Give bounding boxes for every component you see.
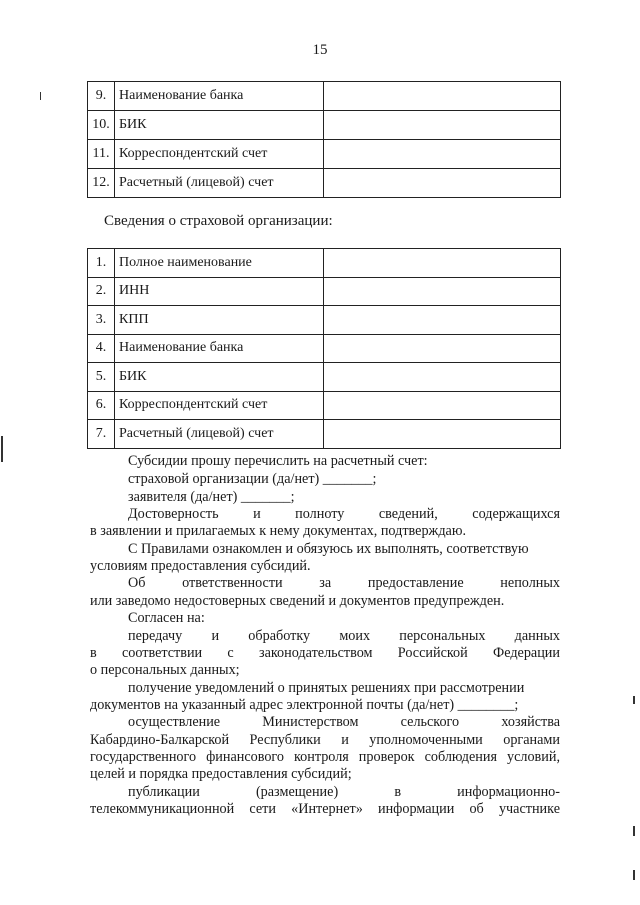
row-value-cell xyxy=(324,82,561,111)
table-row xyxy=(88,420,561,449)
text-line: осуществление Министерством сельского хозяйства xyxy=(128,714,560,730)
row-number: 4. xyxy=(88,334,115,363)
text-line: Согласен на: xyxy=(128,610,205,626)
text-line: телекоммуникационной сети «Интернет» информации об участнике xyxy=(90,801,560,817)
text-line: документов на указанный адрес электронной почты (да/нет) ________; xyxy=(90,697,519,713)
row-value-cell xyxy=(324,420,561,449)
text-line: или заведомо недостоверных сведений и документов предупрежден. xyxy=(90,593,505,609)
table-row xyxy=(88,306,561,335)
row-label: Расчетный (лицевой) счет xyxy=(115,169,324,198)
row-value-cell xyxy=(324,169,561,198)
text-line: публикации (размещение) в информационно- xyxy=(128,784,560,800)
table-row xyxy=(88,111,561,140)
text-line: заявителя (да/нет) _______; xyxy=(128,489,295,505)
page-number: 15 xyxy=(312,42,328,58)
row-label: Расчетный (лицевой) счет xyxy=(115,420,324,449)
row-label: ИНН xyxy=(115,277,324,306)
text-line: в соответствии с законодательством Российской Федерации xyxy=(90,645,560,661)
text-line: целей и порядка предоставления субсидий; xyxy=(90,766,352,782)
table-row xyxy=(88,277,561,306)
row-label: БИК xyxy=(115,363,324,392)
text-line: Субсидии прошу перечислить на расчетный счет: xyxy=(128,453,428,469)
text-line: передачу и обработку моих персональных данных xyxy=(128,628,560,644)
text-line: Кабардино-Балкарской Республики и уполномоченными органами xyxy=(90,732,560,748)
row-number: 2. xyxy=(88,277,115,306)
row-number: 10. xyxy=(88,111,115,140)
row-number: 5. xyxy=(88,363,115,392)
row-number: 3. xyxy=(88,306,115,335)
table-row xyxy=(88,249,561,278)
insurance-details-table xyxy=(87,248,561,449)
row-value-cell xyxy=(324,363,561,392)
row-value-cell xyxy=(324,391,561,420)
text-line: С Правилами ознакомлен и обязуюсь их выполнять, соответствую xyxy=(128,541,529,557)
bank-details-table xyxy=(87,81,561,198)
row-value-cell xyxy=(324,334,561,363)
text-line: государственного финансового контроля проверок соблюдения условий, xyxy=(90,749,560,765)
row-number: 12. xyxy=(88,169,115,198)
row-label: Наименование банка xyxy=(115,334,324,363)
table-row xyxy=(88,334,561,363)
insurance-heading: Сведения о страховой организации: xyxy=(104,213,333,229)
scan-mark xyxy=(40,92,41,100)
text-line: Достоверность и полноту сведений, содержащихся xyxy=(128,506,560,522)
row-value-cell xyxy=(324,140,561,169)
text-line: условиям предоставления субсидий. xyxy=(90,558,311,574)
scan-mark xyxy=(633,696,635,704)
text-line: получение уведомлений о принятых решениях при рассмотрении xyxy=(128,680,525,696)
row-label: Наименование банка xyxy=(115,82,324,111)
row-value-cell xyxy=(324,111,561,140)
text-line: в заявлении и прилагаемых к нему документах, подтверждаю. xyxy=(90,523,466,539)
table-row xyxy=(88,169,561,198)
table-row xyxy=(88,82,561,111)
row-number: 11. xyxy=(88,140,115,169)
row-number: 7. xyxy=(88,420,115,449)
row-label: Корреспондентский счет xyxy=(115,391,324,420)
table-row xyxy=(88,391,561,420)
row-number: 9. xyxy=(88,82,115,111)
scan-mark xyxy=(633,870,635,880)
row-value-cell xyxy=(324,249,561,278)
row-label: БИК xyxy=(115,111,324,140)
table-row xyxy=(88,140,561,169)
text-line: Об ответственности за предоставление неполных xyxy=(128,575,560,591)
table-row xyxy=(88,363,561,392)
row-number: 6. xyxy=(88,391,115,420)
row-value-cell xyxy=(324,306,561,335)
row-value-cell xyxy=(324,277,561,306)
text-line: о персональных данных; xyxy=(90,662,240,678)
scan-mark xyxy=(633,826,635,836)
text-line: страховой организации (да/нет) _______; xyxy=(128,471,377,487)
scan-mark xyxy=(1,436,3,462)
row-number: 1. xyxy=(88,249,115,278)
row-label: Полное наименование xyxy=(115,249,324,278)
row-label: КПП xyxy=(115,306,324,335)
row-label: Корреспондентский счет xyxy=(115,140,324,169)
